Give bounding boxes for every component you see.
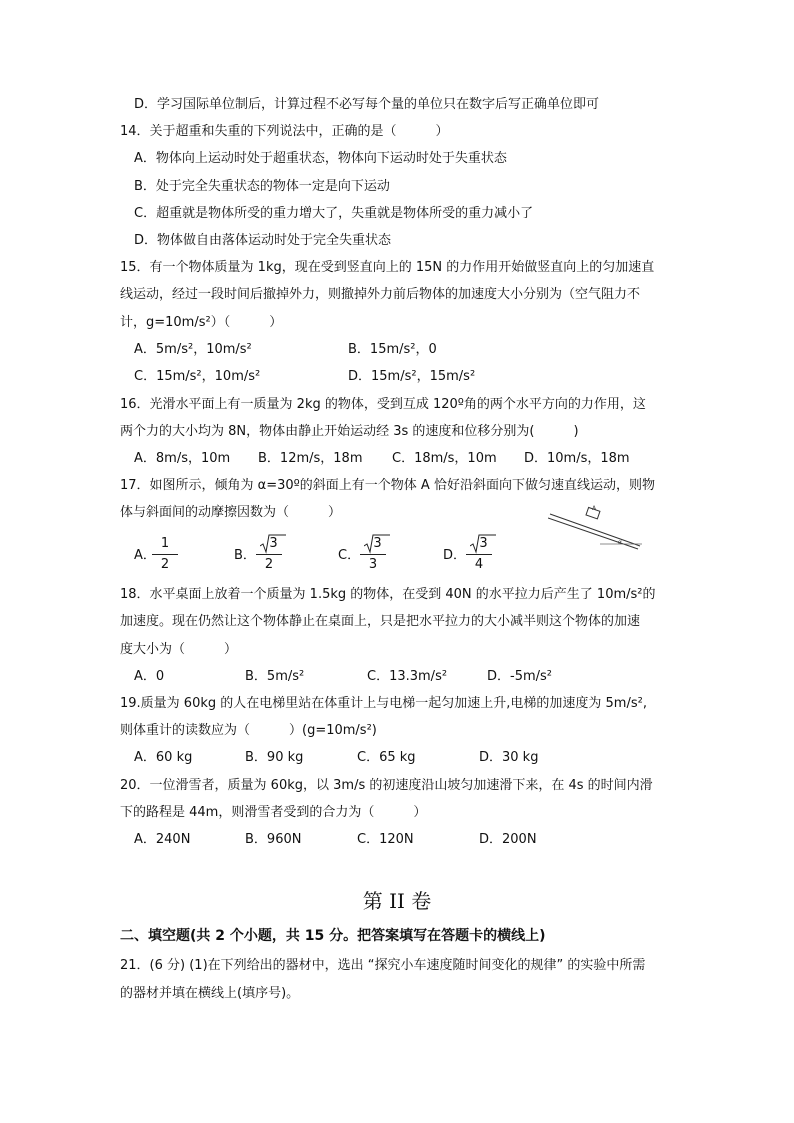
fraction-denominator: 2 [160,557,170,572]
angle-alpha-label: α [618,539,622,546]
q13-option-d: D．学习国际单位制后，计算过程不必写每个量的单位只在数字后写正确单位即可 [134,97,600,112]
q20-stem-line1: 20．一位滑雪者，质量为 60kg，以 3m/s 的初速度沿山坡匀加速滑下来，在 4s 的时间内滑 [120,778,653,793]
fraction-numerator: 1 [152,534,178,555]
q15-stem-line3: 计，g=10m/s²）（ ） [120,315,283,330]
q21-stem-line2: 的器材并填在横线上(填序号)。 [120,986,300,1001]
q15-option-a: A．5m/s²，10m/s² [134,342,252,357]
q17-option-c-label: C． [338,548,361,563]
q14-option-a: A．物体向上运动时处于超重状态，物体向下运动时处于失重状态 [134,151,507,166]
q19-option-a: A．60 kg [134,750,193,765]
q16-option-d: D．10m/s，18m [524,451,630,466]
sqrt-icon [470,534,487,554]
q17-option-c-fraction [360,534,386,575]
q14-option-c: C．超重就是物体所受的重力增大了，失重就是物体所受的重力减小了 [134,206,534,221]
q18-option-d: D．-5m/s² [487,669,553,684]
q14-option-b: B．处于完全失重状态的物体一定是向下运动 [134,179,390,194]
q17-option-a-label: A． [134,548,156,563]
q16-stem-line2: 两个力的大小均为 8N，物体由静止开始运动经 3s 的速度和位移分别为( ) [120,424,579,439]
radicand: 3 [269,536,278,551]
q17-stem-line1: 17．如图所示，倾角为 α=30º的斜面上有一个物体 A 恰好沿斜面向下做匀速直线运动，则物 [120,478,655,493]
fraction-denominator: 4 [474,557,484,572]
q20-option-b: B．960N [245,832,302,847]
radicand: 3 [373,536,382,551]
sqrt-icon [364,534,381,554]
q14-option-d: D．物体做自由落体运动时处于完全失重状态 [134,233,392,248]
q17-option-a-fraction [152,534,178,575]
section-heading: 二、填空题(共 2 个小题，共 15 分。把答案填写在答题卡的横线上) [120,928,546,944]
q19-option-b: B．90 kg [245,750,304,765]
part-title: 第 II 卷 [362,889,432,913]
incline-surface-top [550,514,640,546]
q21-stem-line1: 21．(6 分) (1)在下列给出的器材中，选出 “探究小车速度随时间变化的规律” 的实验中所需 [120,958,646,973]
radicand: 3 [479,536,488,551]
fraction-numerator [360,534,386,555]
q19-option-c: C．65 kg [357,750,416,765]
q20-option-d: D．200N [479,832,537,847]
q17-option-b-fraction [256,534,282,575]
q16-option-b: B．12m/s，18m [258,451,363,466]
q16-stem-line1: 16．光滑水平面上有一质量为 2kg 的物体，受到互成 120º角的两个水平方向的力作用，这 [120,397,646,412]
q15-stem-line2: 线运动，经过一段时间后撤掉外力，则撤掉外力前后物体的加速度大小分别为（空气阻力不 [120,287,641,302]
sqrt-icon [260,534,277,554]
incline-figure [548,504,644,550]
fraction-numerator [256,534,282,555]
q15-option-d: D．15m/s²，15m/s² [348,369,476,384]
q18-option-b: B．5m/s² [245,669,305,684]
q18-stem-line3: 度大小为（ ） [120,642,238,657]
q18-option-a: A．0 [134,669,165,684]
q17-stem-line2: 体与斜面间的动摩擦因数为（ ） [120,505,342,520]
q18-option-c: C．13.3m/s² [367,669,448,684]
q18-stem-line1: 18．水平桌面上放着一个质量为 1.5kg 的物体，在受到 40N 的水平拉力后产生了 10m/s²的 [120,587,656,602]
q19-option-d: D．30 kg [479,750,539,765]
q20-option-c: C．120N [357,832,414,847]
q15-option-b: B．15m/s²，0 [348,342,437,357]
q17-option-b-label: B． [234,548,256,563]
block-a-label: A [592,505,597,512]
q17-option-d-fraction [466,534,492,575]
fraction-denominator: 3 [368,557,378,572]
q18-stem-line2: 加速度。现在仍然让这个物体静止在桌面上，只是把水平拉力的大小减半则这个物体的加速 [120,614,641,629]
q15-stem-line1: 15．有一个物体质量为 1kg，现在受到竖直向上的 15N 的力作用开始做竖直向上的匀加速直 [120,260,655,275]
q16-option-a: A．8m/s，10m [134,451,231,466]
fraction-denominator: 2 [264,557,274,572]
q19-stem-line1: 19.质量为 60kg 的人在电梯里站在体重计上与电梯一起匀加速上升,电梯的加速度为 5m/s², [120,696,647,711]
q16-option-c: C．18m/s，10m [392,451,497,466]
q14-stem: 14．关于超重和失重的下列说法中，正确的是（ ） [120,124,449,139]
q17-option-d-label: D． [443,548,467,563]
fraction-numerator [466,534,492,555]
q19-stem-line2: 则体重计的读数应为（ ）(g=10m/s²) [120,723,377,738]
q20-stem-line2: 下的路程是 44m，则滑雪者受到的合力为（ ） [120,805,427,820]
q15-option-c: C．15m/s²，10m/s² [134,369,261,384]
q20-option-a: A．240N [134,832,191,847]
